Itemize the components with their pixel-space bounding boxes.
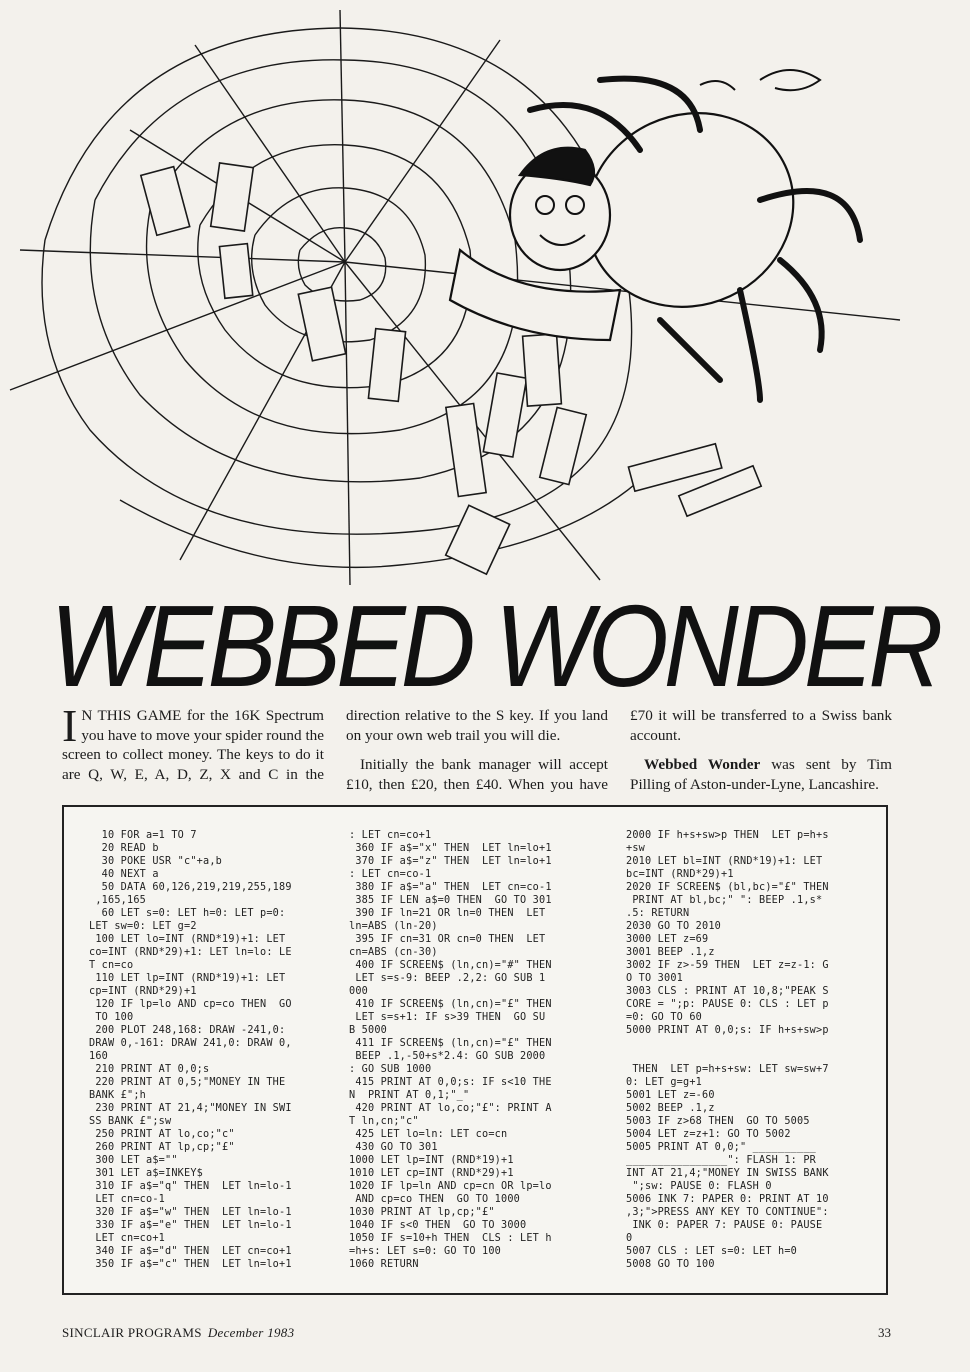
game-name-bold: Webbed Wonder: [644, 756, 761, 774]
page-title: WEBBED WONDER: [50, 581, 939, 712]
intro-paragraph-1-text: N THIS GAME for the 16K Spectrum you have to move your spider round the screen to collect money. The keys to do it are Q, W, E, A, D, Z, X and C in the direction relative to the S key. If you land on your own web trail you will die.: [62, 707, 608, 783]
drop-cap: I: [62, 700, 78, 751]
intro-paragraph-3: [630, 755, 892, 794]
program-listing-box: [62, 805, 888, 1295]
issue-date: December 1983: [207, 1325, 295, 1340]
spider-web-illustration: [0, 0, 970, 590]
page-number: 33: [878, 1325, 891, 1340]
intro-text: [62, 700, 892, 802]
magazine-name: SINCLAIR PROGRAMS: [62, 1325, 202, 1340]
intro-paragraph-3-text: was sent by Tim Pilling of Aston-under-Lyne, Lancashire.: [630, 756, 892, 793]
footer-magazine: [62, 1325, 294, 1341]
listing-column-2: : LET cn=co+1 360 IF a$="x" THEN LET ln=lo+1 370 IF a$="z" THEN LET ln=lo+1 : LET cn=co-1 380 IF a$="a" THEN LET cn=co-1 385 IF LEN a$=0 THEN GO TO 301 390 IF ln=21 OR ln=0 THEN LET ln=ABS (ln-20) 395 IF cn=31 OR cn=0 THEN LET cn=ABS (cn-30) 400 IF SCREEN$ (ln,cn)="#" THEN LET s=s-9: BEEP .2,2: GO SUB 1 000 410 IF SCREEN$ (ln,cn)="£" THEN LET s=s+1: IF s>39 THEN GO SU B 5000 411 IF SCREEN$ (ln,cn)="£" THEN BEEP .1,-50+s*2.4: GO SUB 2000 : GO SUB 1000 415 PRINT AT 0,0;s: IF s<10 THE N PRINT AT 0,1;"_" 420 PRINT AT lo,co;"£": PRINT A T ln,cn;"c" 425 LET lo=ln: LET co=cn 430 GO TO 301 1000 LET lp=INT (RND*19)+1 1010 LET cp=INT (RND*29)+1 1020 IF lp=ln AND cp=cn OR lp=lo AND cp=co THEN GO TO 1000 1030 PRINT AT lp,cp;"£" 1040 IF s<0 THEN GO TO 3000 1050 IF s=10+h THEN CLS : LET h =h+s: LET s=0: GO TO 100 1060 RETURN: [349, 830, 552, 1270]
intro-paragraph-2: Initially the bank manager will accept £10, then £20, then £40. When you have £70 it will be transferred to a Swiss bank account.: [346, 707, 892, 793]
listing-column-3: 2000 IF h+s+sw>p THEN LET p=h+s +sw 2010 LET bl=INT (RND*19)+1: LET bc=INT (RND*29)+1 2020 IF SCREEN$ (bl,bc)="£" THEN PRINT AT bl,bc;" ": BEEP .1,s* .5: RETURN 2030 GO TO 2010 3000 LET z=69 3001 BEEP .1,z 3002 IF z>-59 THEN LET z=z-1: G O TO 3001 3003 CLS : PRINT AT 10,8;"PEAK S CORE = ";p: PAUSE 0: CLS : LET p =0: GO TO 60 5000 PRINT AT 0,0;s: IF h+s+sw>p THEN LET p=h+s+sw: LET sw=sw+7 0: LET g=g+1 5001 LET z=-60 5002 BEEP .1,z 5003 IF z>68 THEN GO TO 5005 5004 LET z=z+1: GO TO 5002 5005 PRINT AT 0,0;" __________ ________________": FLASH 1: PR INT AT 21,4;"MONEY IN SWISS BANK ";sw: PAUSE 0: FLASH 0 5006 INK 7: PAPER 0: PRINT AT 10 ,3;">PRESS ANY KEY TO CONTINUE": INK 0: PAPER 7: PAUSE 0: PAUSE 0 5007 CLS : LET s=0: LET h=0 5008 GO TO 100: [626, 830, 829, 1270]
listing-column-1: 10 FOR a=1 TO 7 20 READ b 30 POKE USR "c"+a,b 40 NEXT a 50 DATA 60,126,219,219,255,189 ,165,165 60 LET s=0: LET h=0: LET p=0: LET sw=0: LET g=2 100 LET lo=INT (RND*19)+1: LET co=INT (RND*29)+1: LET ln=lo: LE T cn=co 110 LET lp=INT (RND*19)+1: LET cp=INT (RND*29)+1 120 IF lp=lo AND cp=co THEN GO TO 100 200 PLOT 248,168: DRAW -241,0: DRAW 0,-161: DRAW 241,0: DRAW 0, 160 210 PRINT AT 0,0;s 220 PRINT AT 0,5;"MONEY IN THE BANK £";h 230 PRINT AT 21,4;"MONEY IN SWI SS BANK £";sw 250 PRINT AT lo,co;"c" 260 PRINT AT lp,cp;"£" 300 LET a$="" 301 LET a$=INKEY$ 310 IF a$="q" THEN LET ln=lo-1 LET cn=co-1 320 IF a$="w" THEN LET ln=lo-1 330 IF a$="e" THEN LET ln=lo-1 LET cn=co+1 340 IF a$="d" THEN LET cn=co+1 350 IF a$="c" THEN LET ln=lo+1: [89, 830, 292, 1270]
